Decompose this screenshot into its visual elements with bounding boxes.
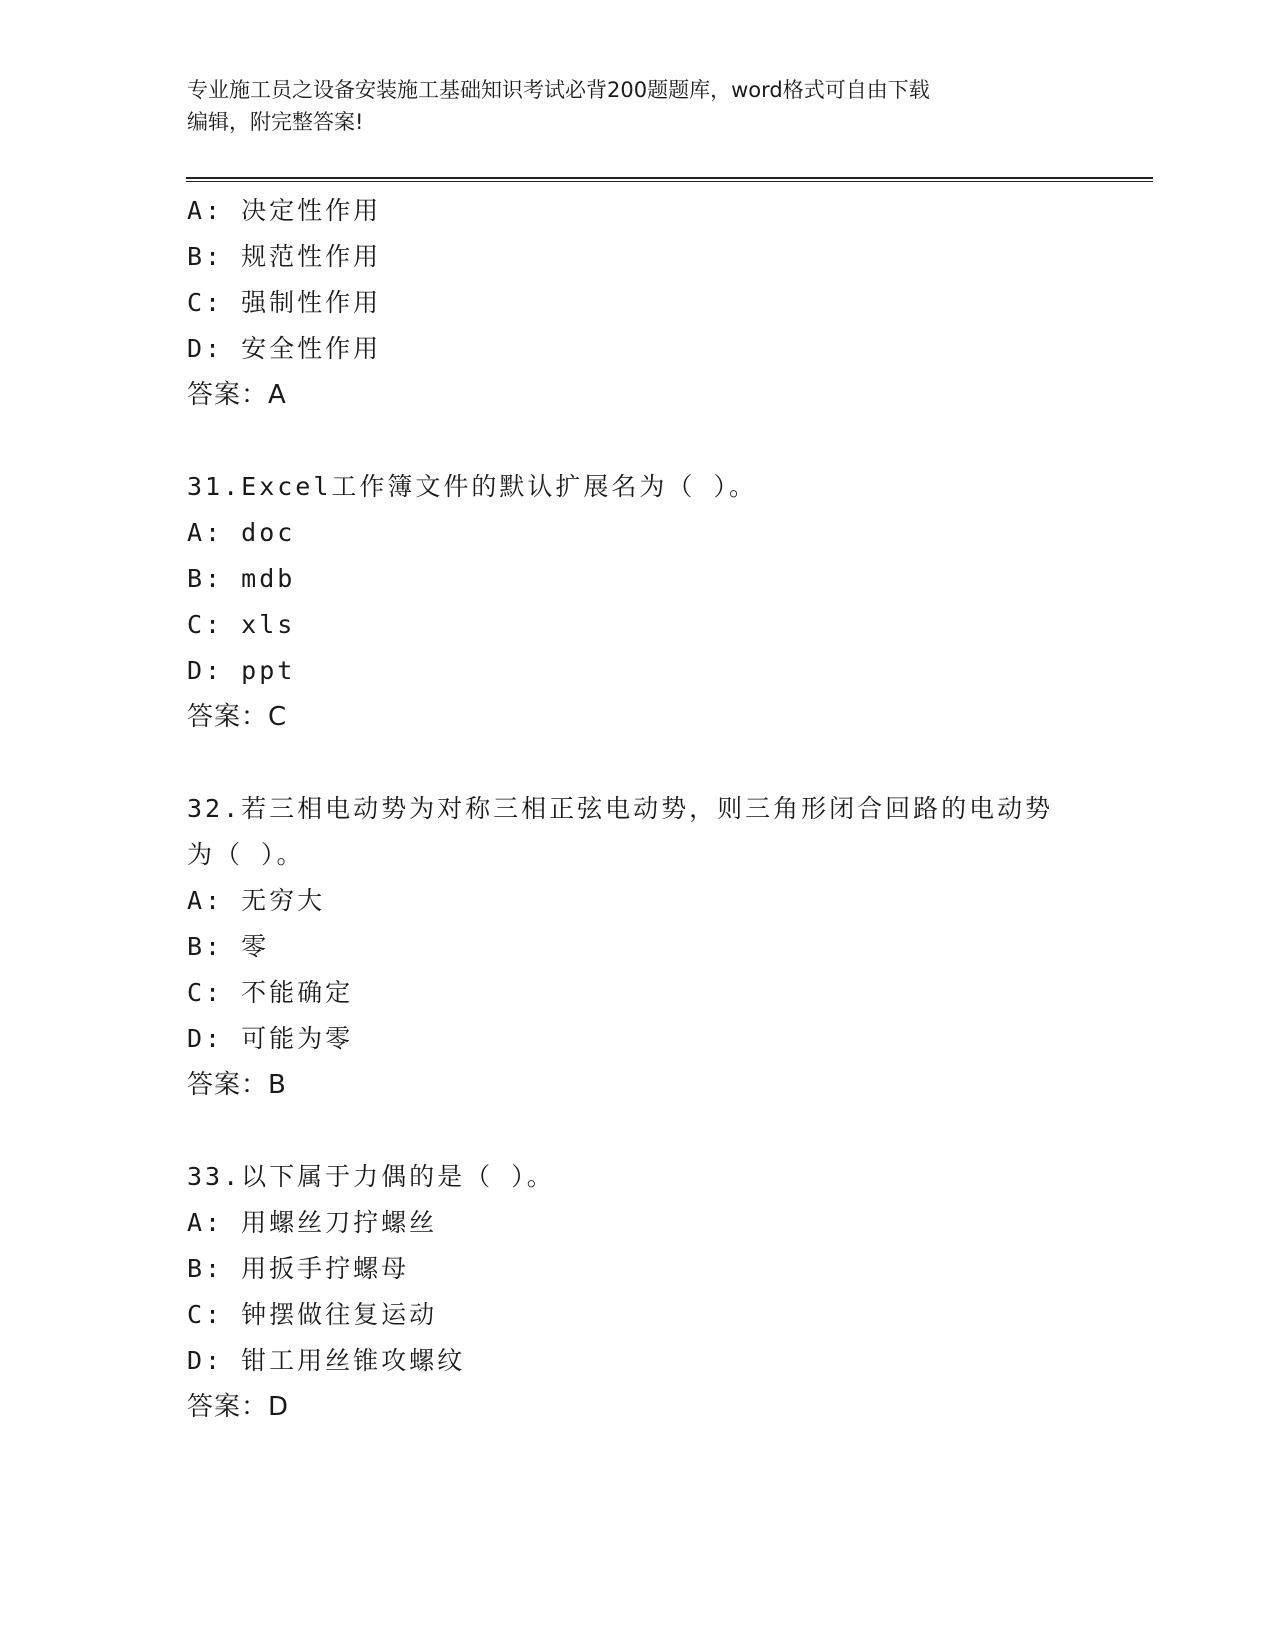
option-b: B: 用扳手拧螺母 bbox=[187, 1254, 410, 1283]
question-30-block bbox=[187, 188, 1157, 418]
question-32-block bbox=[187, 786, 1157, 1108]
option-c: C: 不能确定 bbox=[187, 978, 354, 1007]
question-32-text-line-1: 32.若三相电动势为对称三相正弦电动势，则三角形闭合回路的电动势 bbox=[187, 794, 1054, 823]
option-a: A: doc bbox=[187, 518, 296, 547]
option-d: D: 安全性作用 bbox=[187, 334, 382, 363]
answer-label: 答案：B bbox=[187, 1070, 287, 1100]
question-list bbox=[187, 188, 1157, 1430]
option-a: A: 无穷大 bbox=[187, 886, 326, 915]
option-b: B: 规范性作用 bbox=[187, 242, 382, 271]
option-c: C: xls bbox=[187, 610, 296, 639]
answer-label: 答案：C bbox=[187, 702, 288, 732]
spacer bbox=[187, 418, 1157, 464]
option-a: A: 用螺丝刀拧螺丝 bbox=[187, 1208, 438, 1237]
option-d: D: ppt bbox=[187, 656, 296, 685]
question-33-text: 33.以下属于力偶的是（ ）。 bbox=[187, 1162, 555, 1191]
answer-label: 答案：A bbox=[187, 380, 287, 410]
spacer bbox=[187, 740, 1157, 786]
spacer bbox=[187, 1108, 1157, 1154]
option-c: C: 钟摆做往复运动 bbox=[187, 1300, 438, 1329]
question-31-text: 31.Excel工作簿文件的默认扩展名为（ ）。 bbox=[187, 472, 757, 501]
option-c: C: 强制性作用 bbox=[187, 288, 382, 317]
header-title-line-1: 专业施工员之设备安装施工基础知识考试必背200题题库，word格式可自由下载 bbox=[187, 78, 930, 102]
option-b: B: mdb bbox=[187, 564, 296, 593]
answer-label: 答案：D bbox=[187, 1392, 290, 1422]
document-header bbox=[187, 74, 1087, 138]
option-d: D: 钳工用丝锥攻螺纹 bbox=[187, 1346, 466, 1375]
option-d: D: 可能为零 bbox=[187, 1024, 354, 1053]
option-a: A: 决定性作用 bbox=[187, 196, 382, 225]
header-title-line-2: 编辑，附完整答案! bbox=[187, 110, 364, 134]
question-33-block bbox=[187, 1154, 1157, 1430]
header-divider bbox=[186, 177, 1153, 182]
question-32-text-line-2: 为（ ）。 bbox=[187, 840, 305, 869]
question-31-block bbox=[187, 464, 1157, 740]
option-b: B: 零 bbox=[187, 932, 270, 961]
